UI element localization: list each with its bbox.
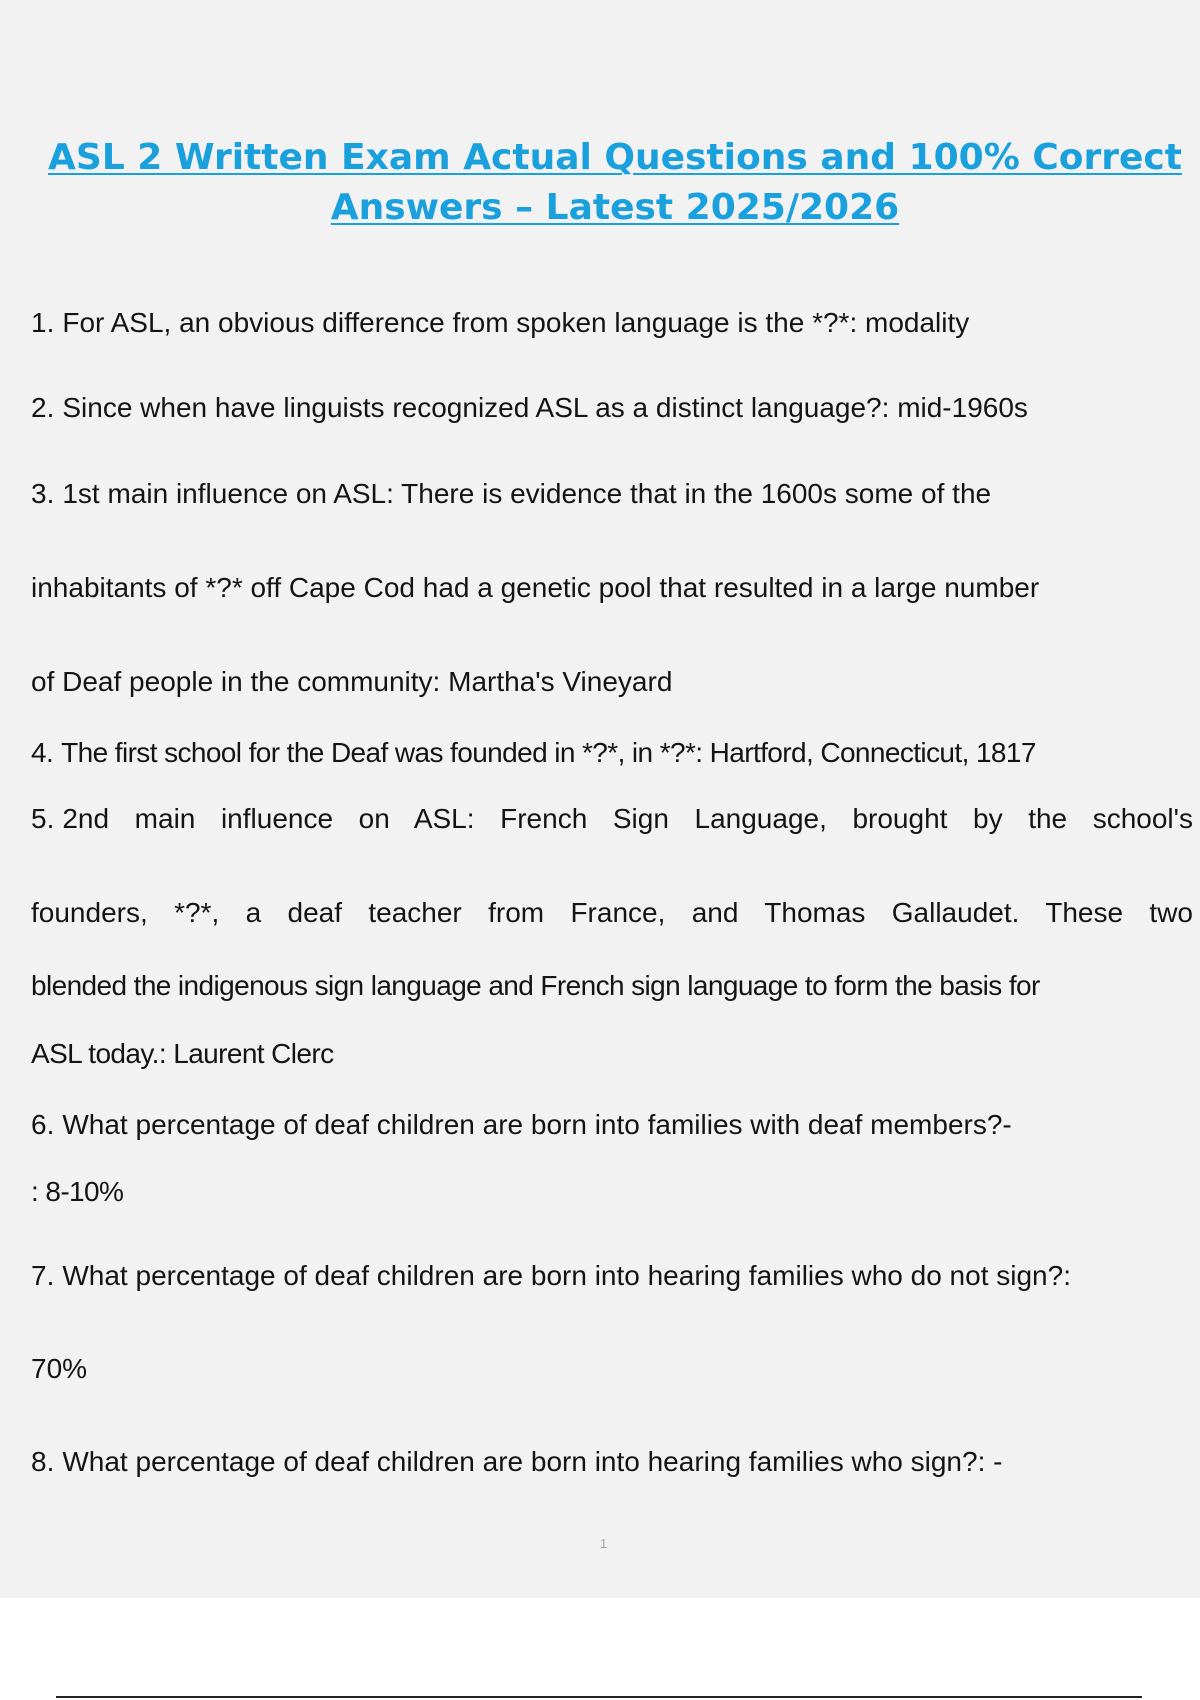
page-number: 1 bbox=[600, 1536, 608, 1551]
question-text: 2nd main influence on ASL: French Sign Language, brought by the school's bbox=[62, 803, 1193, 834]
question-6-answer bbox=[31, 1175, 123, 1209]
question-5-continued bbox=[31, 896, 1193, 930]
question-text: : 8-10% bbox=[31, 1176, 124, 1207]
question-number: 3. bbox=[31, 478, 55, 509]
question-text: inhabitants of *?* off Cape Cod had a genetic pool that resulted in a large number bbox=[31, 572, 1040, 603]
question-text: What percentage of deaf children are born into hearing families who do not sign?: bbox=[62, 1260, 1071, 1291]
question-text: 70% bbox=[31, 1353, 88, 1384]
question-text: The first school for the Deaf was founded in *?*, in *?*: Hartford, Connecticut, 1817 bbox=[61, 737, 1036, 768]
question-number: 5. bbox=[31, 803, 55, 834]
question-5-continued-2 bbox=[31, 969, 1040, 1003]
question-3-answer bbox=[31, 665, 672, 699]
question-number: 7. bbox=[31, 1260, 55, 1291]
question-number: 2. bbox=[31, 392, 55, 423]
question-text: 1st main influence on ASL: There is evidence that in the 1600s some of the bbox=[62, 478, 992, 509]
question-5-answer bbox=[31, 1037, 334, 1071]
question-8 bbox=[31, 1445, 1002, 1479]
question-2 bbox=[31, 391, 1028, 425]
question-6 bbox=[31, 1108, 1012, 1142]
footer-divider bbox=[56, 1696, 1142, 1698]
question-1 bbox=[31, 306, 969, 340]
question-text: blended the indigenous sign language and French sign language to form the basis for bbox=[31, 970, 1040, 1001]
title-line-1: ASL 2 Written Exam Actual Questions and 100% Correct bbox=[48, 137, 1182, 178]
question-text: Since when have linguists recognized ASL as a distinct language?: mid-1960s bbox=[62, 392, 1028, 423]
question-5 bbox=[31, 802, 1193, 836]
question-7-answer bbox=[31, 1352, 87, 1386]
document-title bbox=[30, 133, 1200, 233]
question-number: 4. bbox=[31, 737, 54, 768]
title-line-2: Answers – Latest 2025/2026 bbox=[330, 187, 900, 228]
question-number: 8. bbox=[31, 1446, 55, 1477]
question-number: 1. bbox=[31, 307, 55, 338]
question-text: of Deaf people in the community: Martha's Vineyard bbox=[31, 666, 673, 697]
question-text: founders, *?*, a deaf teacher from France, and Thomas Gallaudet. These two bbox=[31, 897, 1193, 928]
question-3-continued bbox=[31, 571, 1039, 605]
question-text: ASL today.: Laurent Clerc bbox=[31, 1038, 334, 1069]
question-4 bbox=[31, 736, 1036, 770]
question-text: What percentage of deaf children are born into hearing families who sign?: - bbox=[62, 1446, 1003, 1477]
question-3 bbox=[31, 477, 991, 511]
question-text: What percentage of deaf children are born into families with deaf members?- bbox=[62, 1109, 1012, 1140]
question-7 bbox=[31, 1259, 1071, 1293]
question-text: For ASL, an obvious difference from spoken language is the *?*: modality bbox=[62, 307, 970, 338]
question-number: 6. bbox=[31, 1109, 55, 1140]
